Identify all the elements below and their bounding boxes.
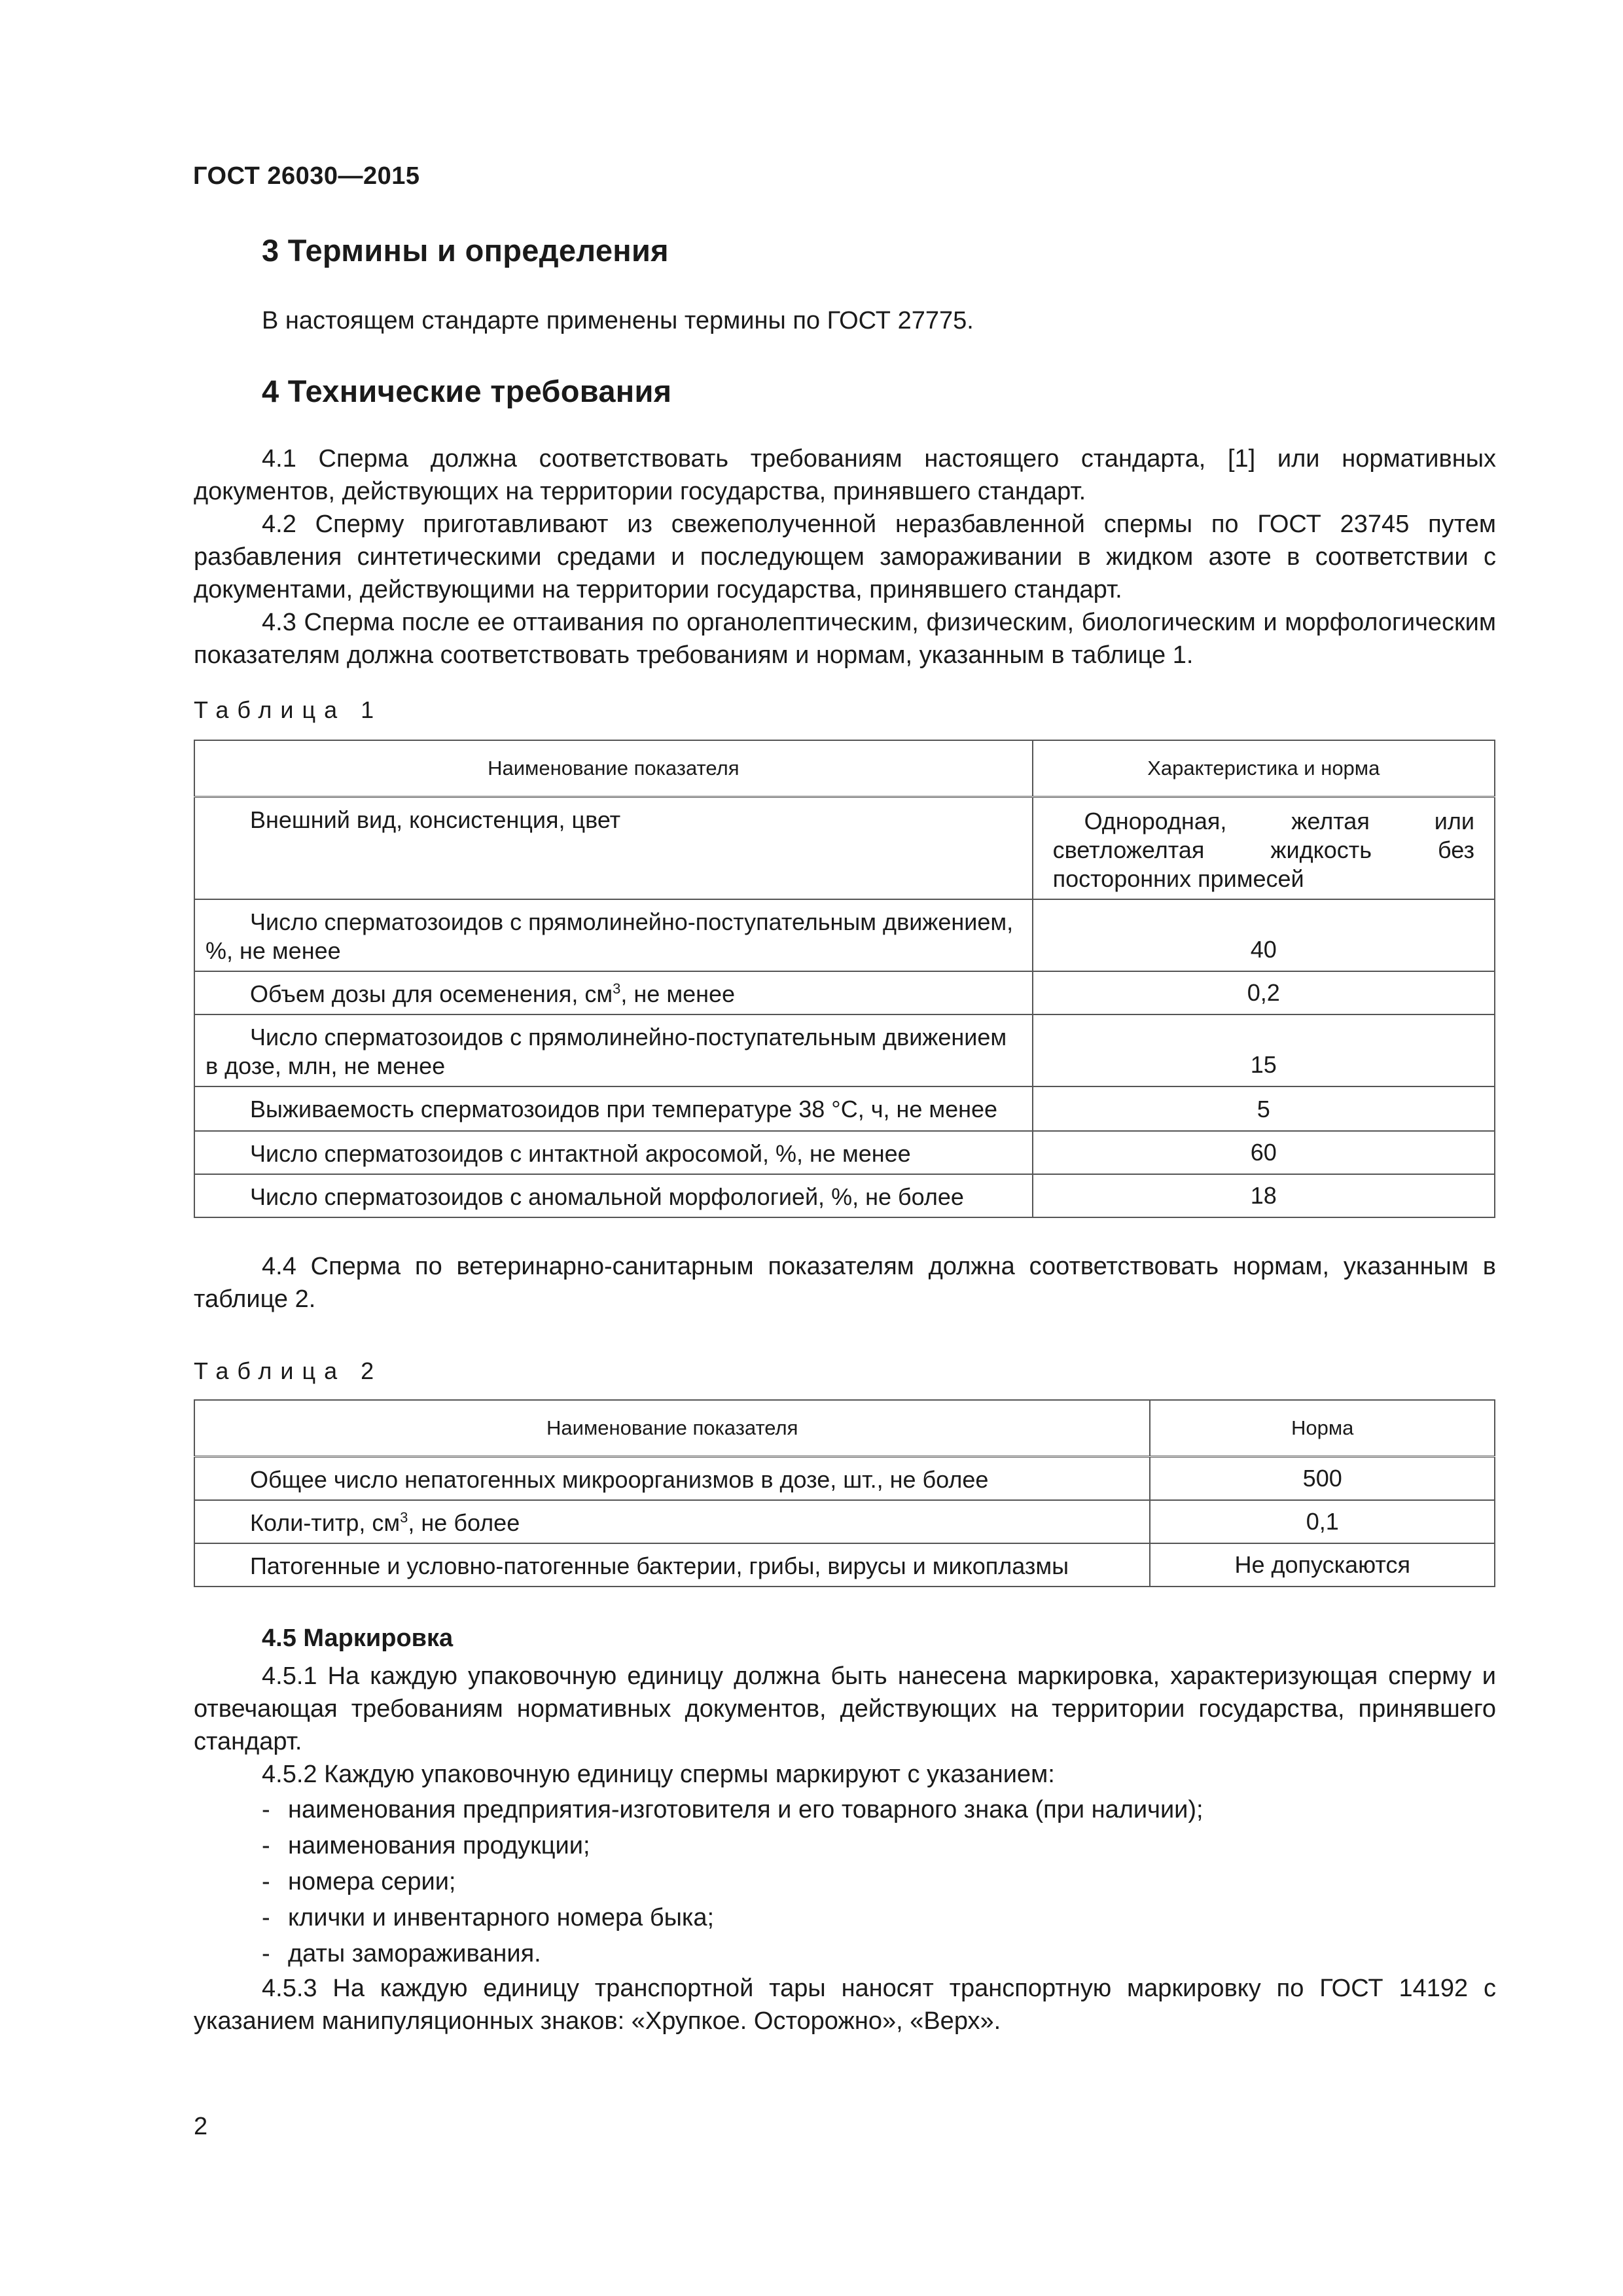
table-row: [194, 1131, 1495, 1174]
dash-bullet: -: [262, 1832, 270, 1859]
row-name: [194, 1500, 1150, 1543]
row-value: 40: [1033, 899, 1495, 971]
section-4-title: 4 Технические требования: [262, 374, 672, 408]
table-row: [194, 1457, 1495, 1501]
row-value: 18: [1033, 1174, 1495, 1217]
row-name: Число сперматозоидов с интактной акросомой, %, не менее: [194, 1131, 1033, 1174]
list-item-text: наименования продукции;: [288, 1832, 590, 1859]
row-value: 0,2: [1033, 971, 1495, 1014]
list-item-text: наименования предприятия-изготовителя и его товарного знака (при наличии);: [288, 1796, 1204, 1823]
paragraph-4-2: 4.2 Сперму приготавливают из свежеполученной неразбавленной спермы по ГОСТ 23745 путем разбавления синтетическими средами и последующем замораживании в жидком азоте в соответствии с документами, действующими на территории государства, принявшего стандарт.: [194, 511, 1496, 603]
table-2-caption: Таблица 2: [194, 1357, 383, 1384]
list-item-text: номера серии;: [288, 1868, 456, 1895]
list-item: [262, 1793, 1204, 1826]
row-name: [194, 971, 1033, 1014]
row-name: Выживаемость сперматозоидов при температуре 38 °С, ч, не менее: [194, 1086, 1033, 1131]
paragraph-4-4: 4.4 Сперма по ветеринарно-санитарным показателям должна соответствовать нормам, указанным в таблице 2.: [194, 1253, 1496, 1313]
row-value: 500: [1150, 1457, 1495, 1501]
table-row: [194, 1174, 1495, 1217]
row-value: Не допускаются: [1150, 1543, 1495, 1587]
paragraph-4-3: 4.3 Сперма после ее оттаивания по органолептическим, физическим, биологическим и морфологическим показателям должна соответствовать требованиям и нормам, указанным в таблице 1.: [194, 609, 1496, 669]
table-row: [194, 1500, 1495, 1543]
column-header-value: Характеристика и норма: [1033, 740, 1495, 797]
table-row: [194, 1543, 1495, 1587]
table-row: [194, 899, 1495, 971]
document-header: ГОСТ 26030—2015: [193, 162, 420, 190]
superscript: 3: [613, 980, 621, 997]
table-row: [194, 1014, 1495, 1086]
list-item-text: клички и инвентарного номера быка;: [288, 1904, 715, 1931]
column-header-name: Наименование показателя: [194, 740, 1033, 797]
dash-bullet: -: [262, 1940, 270, 1967]
table-header-row: [194, 740, 1495, 797]
column-header-value: Норма: [1150, 1400, 1495, 1457]
table-header-row: [194, 1400, 1495, 1457]
row-name-suffix: , не более: [408, 1509, 520, 1536]
paragraph-4-5-3: 4.5.3 На каждую единицу транспортной тары наносят транспортную маркировку по ГОСТ 14192 с указанием манипуляционных знаков: «Хрупкое. Осторожно», «Верх».: [194, 1975, 1496, 2035]
list-item: [262, 1901, 714, 1934]
column-header-name: Наименование показателя: [194, 1400, 1150, 1457]
row-value: 0,1: [1150, 1500, 1495, 1543]
table-row: [194, 1086, 1495, 1131]
paragraph-4-1: 4.1 Сперма должна соответствовать требованиям настоящего стандарта, [1] или нормативных документов, действующих на территории государства, принявшего стандарт.: [194, 445, 1496, 505]
table-row: [194, 797, 1495, 900]
section-3-text: В настоящем стандарте применены термины по ГОСТ 27775.: [262, 307, 974, 334]
section-3-title: 3 Термины и определения: [262, 233, 669, 268]
row-value: 5: [1033, 1086, 1495, 1131]
list-item: [262, 1829, 590, 1862]
list-item-text: даты замораживания.: [288, 1940, 541, 1967]
dash-bullet: -: [262, 1904, 270, 1931]
row-name: Общее число непатогенных микроорганизмов в дозе, шт., не более: [194, 1457, 1150, 1501]
paragraph-4-5-1: 4.5.1 На каждую упаковочную единицу должна быть нанесена маркировка, характеризующая сперму и отвечающая требованиям нормативных документов, действующих на территории государства, принявшего стандарт.: [194, 1662, 1496, 1755]
row-name-suffix: , не менее: [620, 980, 736, 1007]
paragraph-4-5-2: 4.5.2 Каждую упаковочную единицу спермы маркируют с указанием:: [262, 1761, 1055, 1788]
row-name: Патогенные и условно-патогенные бактерии, грибы, вирусы и микоплазмы: [194, 1543, 1150, 1587]
table-2: [194, 1399, 1495, 1587]
row-name: Число сперматозоидов с прямолинейно-поступательным движением, %, не менее: [194, 899, 1033, 971]
row-name-text: Объем дозы для осеменения, см: [250, 980, 613, 1007]
row-value: Однородная, желтая или светложелтая жидкость без посторонних примесей: [1033, 797, 1495, 900]
row-value: 60: [1033, 1131, 1495, 1174]
list-item: [262, 1937, 541, 1970]
section-4-5-title: 4.5 Маркировка: [262, 1624, 454, 1652]
row-name-text: Коли-титр, см: [250, 1509, 401, 1536]
table-1: [194, 740, 1495, 1218]
dash-bullet: -: [262, 1868, 270, 1895]
row-name: Число сперматозоидов с прямолинейно-поступательным движением в дозе, млн, не менее: [194, 1014, 1033, 1086]
dash-bullet: -: [262, 1796, 270, 1823]
table-1-caption: Таблица 1: [194, 696, 383, 723]
row-name: Внешний вид, консистенция, цвет: [194, 797, 1033, 900]
table-row: [194, 971, 1495, 1014]
page-number: 2: [194, 2113, 208, 2140]
superscript: 3: [400, 1509, 408, 1526]
row-value: 15: [1033, 1014, 1495, 1086]
list-item: [262, 1865, 455, 1898]
row-name: Число сперматозоидов с аномальной морфологией, %, не более: [194, 1174, 1033, 1217]
